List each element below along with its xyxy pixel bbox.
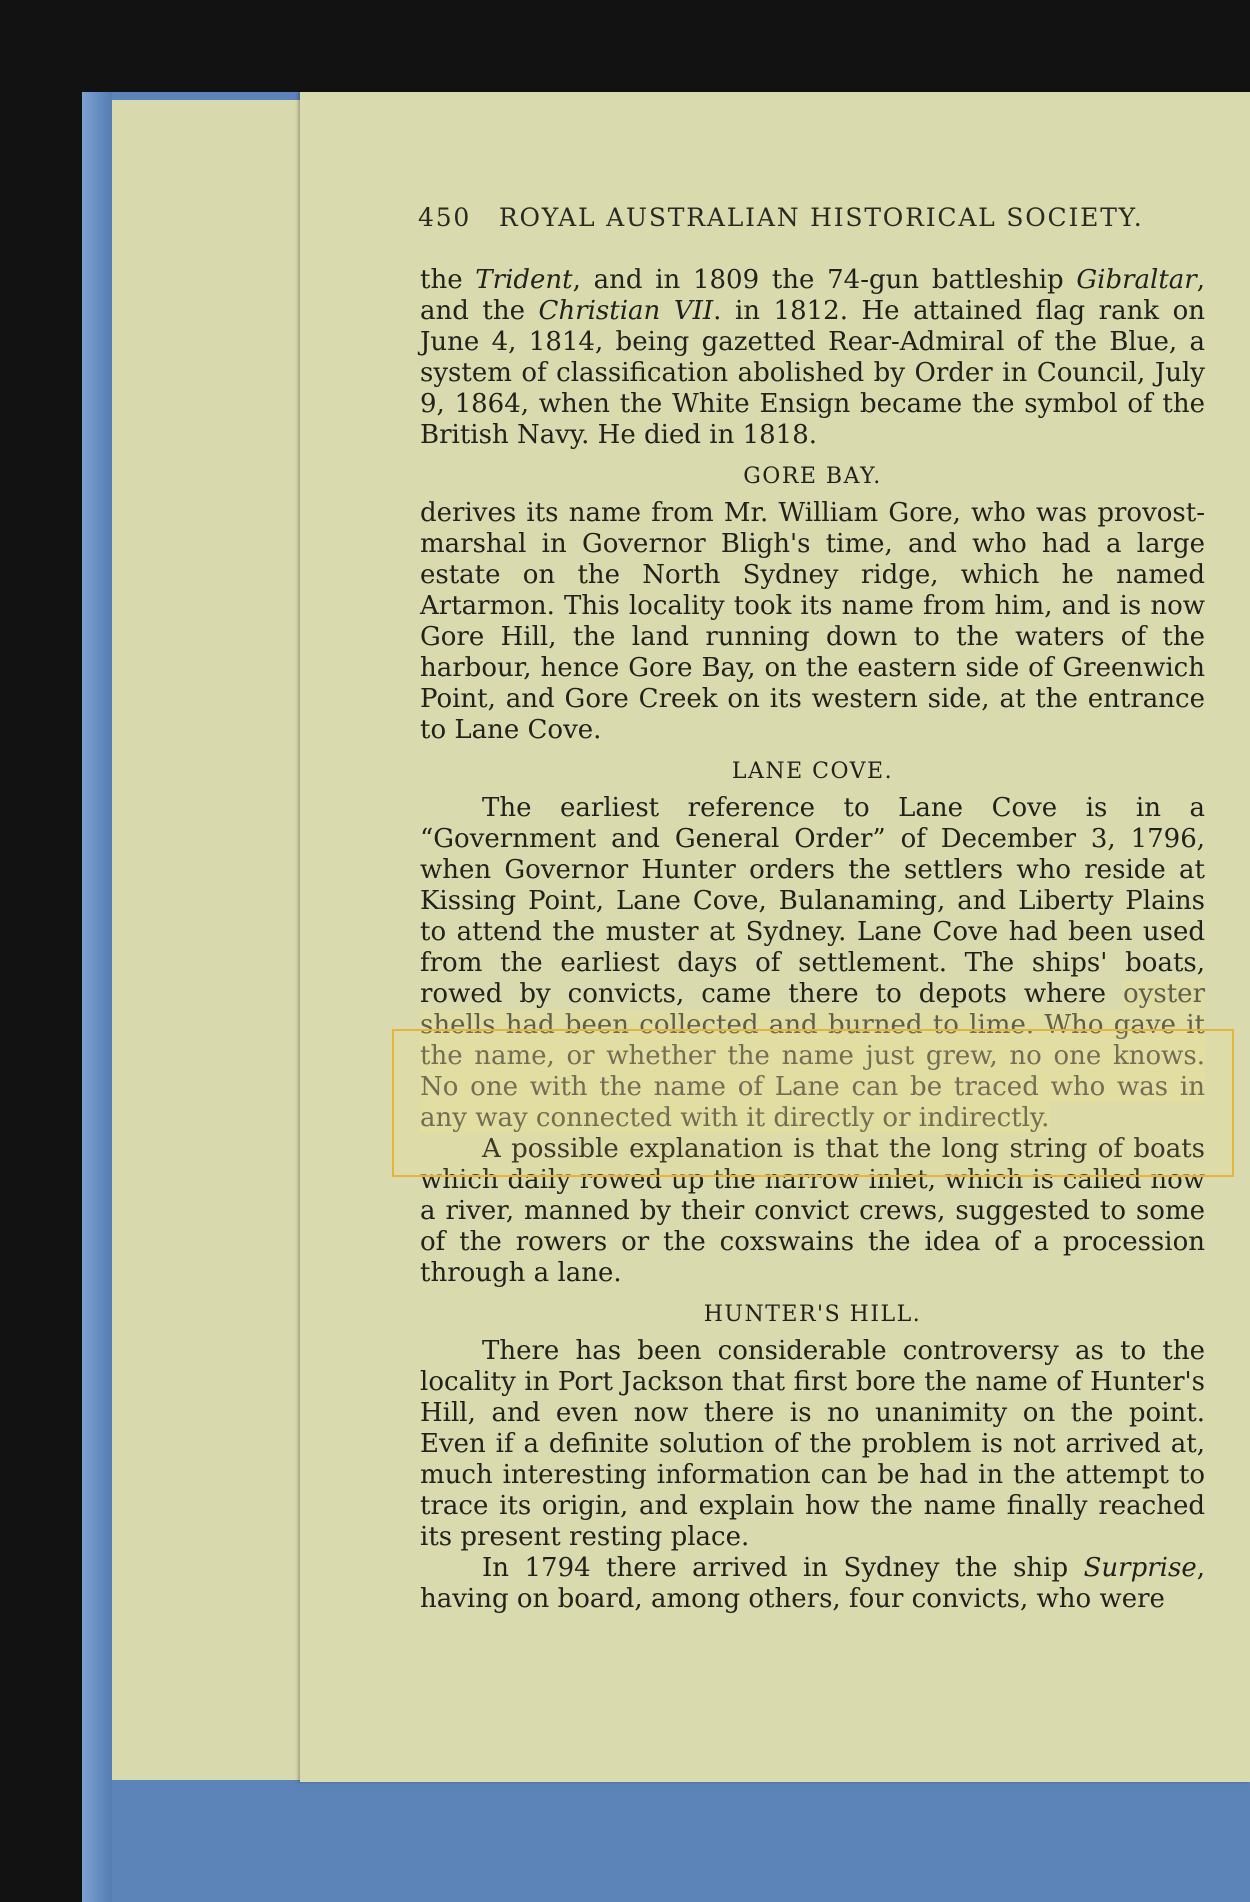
- paragraph-explanation: A possible explanation is that the long string of boats which daily rowed up the narrow inlet, which is called now a river, manned by their convict crews, suggested to some of the rowers or the coxswains the idea of a procession through a lane.: [420, 1134, 1205, 1288]
- section-heading-hunters-hill: HUNTER'S HILL.: [703, 1302, 922, 1327]
- running-header: [418, 203, 1198, 232]
- page-number: 450: [418, 203, 472, 232]
- highlighted-text[interactable]: oyster shells had been collected and burned to lime. Who gave it the name, or whether the name just grew, no one knows. No one with the name of Lane can be traced who was in any way connected with it directly or indirectly.: [420, 979, 1205, 1133]
- text-run: , having on board, among others, four convicts, who were: [420, 1553, 1205, 1614]
- text-run: In 1794 there arrived in Sydney the ship: [482, 1553, 1084, 1583]
- section-heading-lane-cove: LANE COVE.: [731, 759, 894, 784]
- paragraph-lane-cove: [420, 793, 1205, 1134]
- running-title: ROYAL AUSTRALIAN HISTORICAL SOCIETY.: [498, 203, 1144, 232]
- text-run: the: [420, 265, 476, 295]
- text-run: The earliest reference to Lane Cove is in a “Government and General Order” of December 3, 1796, when Governor Hunter orders the settlers who reside at Kissing Point, Lane Cove, Bulanaming, and Liberty Plains to attend the muster at Sydney. Lane Cove had been used from the earliest days of settlement. The ships' boats, rowed by convicts, came there to depots where: [420, 793, 1205, 1009]
- page-body: [420, 265, 1205, 1615]
- ship-name: Surprise: [1083, 1553, 1197, 1583]
- section-heading-gore-bay: GORE BAY.: [743, 464, 882, 489]
- ship-name: Trident: [475, 265, 573, 295]
- book-spine-edge: [82, 92, 112, 1902]
- paragraph-gore-bay: derives its name from Mr. William Gore, who was provost-marshal in Governor Bligh's time, and who had a large estate on the North Sydney ridge, which he named Artarmon. This locality took its name from him, and is now Gore Hill, the land running down to the waters of the harbour, hence Gore Bay, on the eastern side of Greenwich Point, and Gore Creek on its western side, at the entrance to Lane Cove.: [420, 498, 1205, 745]
- paragraph-surprise: [420, 1553, 1205, 1615]
- ship-name: Gibraltar: [1076, 265, 1197, 295]
- text-run: , and in 1809 the 74-gun battleship: [572, 265, 1077, 295]
- paragraph-trident: [420, 265, 1205, 451]
- page-edge: [273, 100, 303, 1780]
- text-run: , and the: [420, 265, 1205, 326]
- text-run: . in 1812. He attained flag rank on June 4, 1814, being gazetted Rear-Admiral of the Blue, a system of classification abolished by Order in Council, July 9, 1864, when the White Ensign became the symbol of the British Navy. He died in 1818.: [420, 296, 1205, 450]
- ship-name: Christian VII: [538, 296, 714, 326]
- paragraph-hunters-hill: There has been considerable controversy as to the locality in Port Jackson that first bore the name of Hunter's Hill, and even now there is no unanimity on the point. Even if a definite solution of the problem is not arrived at, much interesting information can be had in the attempt to trace its origin, and explain how the name finally reached its present resting place.: [420, 1336, 1205, 1552]
